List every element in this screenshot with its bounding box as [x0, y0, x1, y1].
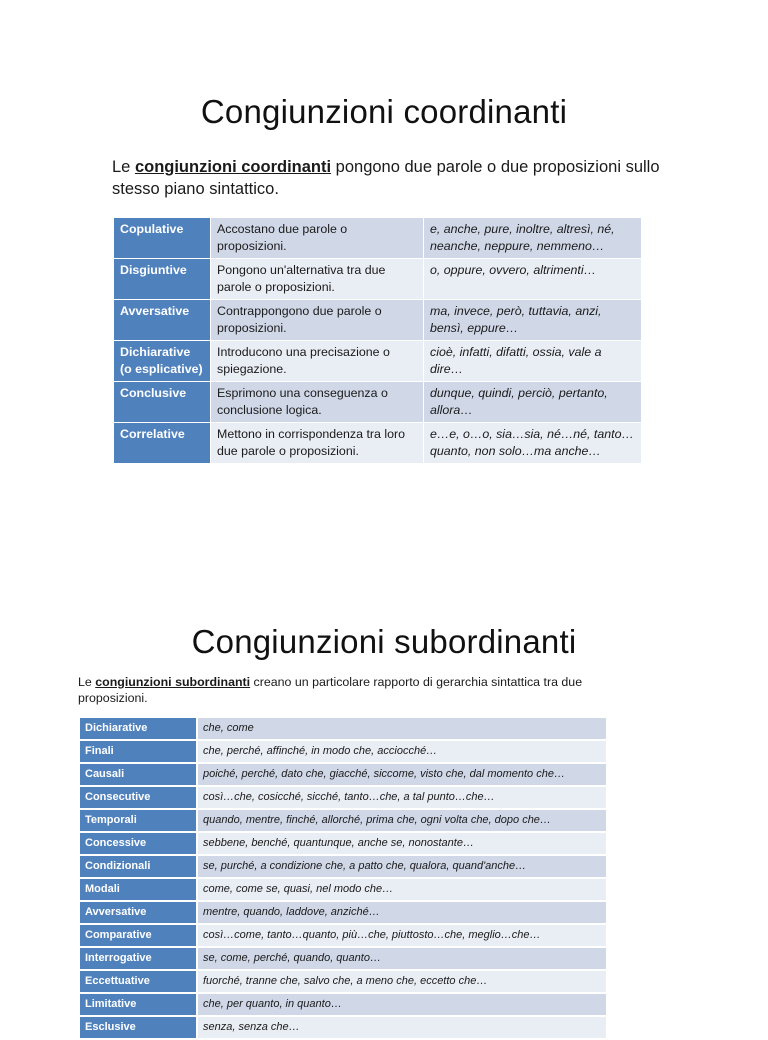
table-row — [80, 740, 606, 763]
row-description: Accostano due parole o proposizioni. — [211, 218, 424, 259]
table-row — [80, 786, 606, 809]
row-examples: sebbene, benché, quantunque, anche se, nonostante… — [197, 832, 606, 855]
row-type: Interrogative — [80, 947, 197, 970]
row-examples: poiché, perché, dato che, giacché, siccome, visto che, dal momento che… — [197, 763, 606, 786]
row-examples: così…come, tanto…quanto, più…che, piuttosto…che, meglio…che… — [197, 924, 606, 947]
coordinanti-table — [114, 218, 641, 464]
row-type: Consecutive — [80, 786, 197, 809]
slide2-intro-term: congiunzioni subordinanti — [95, 675, 251, 689]
table-row — [80, 718, 606, 740]
row-examples: quando, mentre, finché, allorché, prima che, ogni volta che, dopo che… — [197, 809, 606, 832]
subordinanti-table — [80, 718, 606, 1040]
table-row — [114, 423, 641, 464]
row-examples: che, per quanto, in quanto… — [197, 993, 606, 1016]
row-type: Causali — [80, 763, 197, 786]
row-examples: ma, invece, però, tuttavia, anzi, bensì, eppure… — [424, 300, 642, 341]
table-row — [114, 382, 641, 423]
row-type: Dichiarative (o esplicative) — [114, 341, 211, 382]
row-examples: così…che, cosicché, sicché, tanto…che, a tal punto…che… — [197, 786, 606, 809]
row-examples: e, anche, pure, inoltre, altresì, né, neanche, neppure, nemmeno… — [424, 218, 642, 259]
row-description: Introducono una precisazione o spiegazione. — [211, 341, 424, 382]
row-examples: che, perché, affinché, in modo che, acciocché… — [197, 740, 606, 763]
slide2-intro — [78, 674, 618, 706]
slide2-intro-suffix: creano un particolare rapporto di gerarchia sintattica tra due proposizioni. — [78, 675, 583, 705]
row-examples: se, purché, a condizione che, a patto che, qualora, quand'anche… — [197, 855, 606, 878]
row-examples: se, come, perché, quando, quanto… — [197, 947, 606, 970]
table-row — [114, 300, 641, 341]
row-type: Concessive — [80, 832, 197, 855]
row-examples: dunque, quindi, perciò, pertanto, allora… — [424, 382, 642, 423]
table-row — [80, 1016, 606, 1039]
row-examples: come, come se, quasi, nel modo che… — [197, 878, 606, 901]
row-examples: o, oppure, ovvero, altrimenti… — [424, 259, 642, 300]
row-type: Modali — [80, 878, 197, 901]
slide1-intro-prefix: Le — [112, 158, 135, 176]
row-description: Contrappongono due parole o proposizioni. — [211, 300, 424, 341]
row-type: Eccettuative — [80, 970, 197, 993]
row-description: Pongono un'alternativa tra due parole o proposizioni. — [211, 259, 424, 300]
table-row — [80, 809, 606, 832]
table-row — [80, 901, 606, 924]
table-row — [114, 259, 641, 300]
row-examples: mentre, quando, laddove, anziché… — [197, 901, 606, 924]
row-type: Copulative — [114, 218, 211, 259]
row-examples: senza, senza che… — [197, 1016, 606, 1039]
table-row — [80, 924, 606, 947]
row-description: Mettono in corrispondenza tra loro due parole o proposizioni. — [211, 423, 424, 464]
slide1-intro-suffix: pongono due parole o due proposizioni sullo stesso piano sintattico. — [112, 158, 660, 198]
row-type: Conclusive — [114, 382, 211, 423]
row-description: Esprimono una conseguenza o conclusione logica. — [211, 382, 424, 423]
row-type: Correlative — [114, 423, 211, 464]
slide1-title: Congiunzioni coordinanti — [200, 93, 568, 130]
row-type: Limitative — [80, 993, 197, 1016]
row-type: Dichiarative — [80, 718, 197, 740]
row-type: Avversative — [114, 300, 211, 341]
row-examples: e…e, o…o, sia…sia, né…né, tanto…quanto, non solo…ma anche… — [424, 423, 642, 464]
slide-subordinanti — [0, 622, 768, 1033]
slide2-title: Congiunzioni subordinanti — [191, 623, 577, 660]
table-row — [80, 947, 606, 970]
row-examples: fuorché, tranne che, salvo che, a meno che, eccetto che… — [197, 970, 606, 993]
slide2-intro-prefix: Le — [78, 675, 96, 689]
table-row — [80, 993, 606, 1016]
table-row — [80, 970, 606, 993]
row-examples: che, come — [197, 718, 606, 740]
table-row — [114, 341, 641, 382]
slide1-intro — [112, 156, 672, 200]
row-type: Avversative — [80, 901, 197, 924]
row-type: Comparative — [80, 924, 197, 947]
table-row — [80, 832, 606, 855]
row-type: Finali — [80, 740, 197, 763]
row-examples: cioè, infatti, difatti, ossia, vale a dire… — [424, 341, 642, 382]
slide1-intro-term: congiunzioni coordinanti — [134, 158, 332, 176]
table-row — [80, 878, 606, 901]
table-row — [114, 218, 641, 259]
table-row — [80, 855, 606, 878]
row-type: Disgiuntive — [114, 259, 211, 300]
table-row — [80, 763, 606, 786]
slide-coordinanti — [0, 88, 768, 458]
row-type: Esclusive — [80, 1016, 197, 1039]
row-type: Condizionali — [80, 855, 197, 878]
row-type: Temporali — [80, 809, 197, 832]
